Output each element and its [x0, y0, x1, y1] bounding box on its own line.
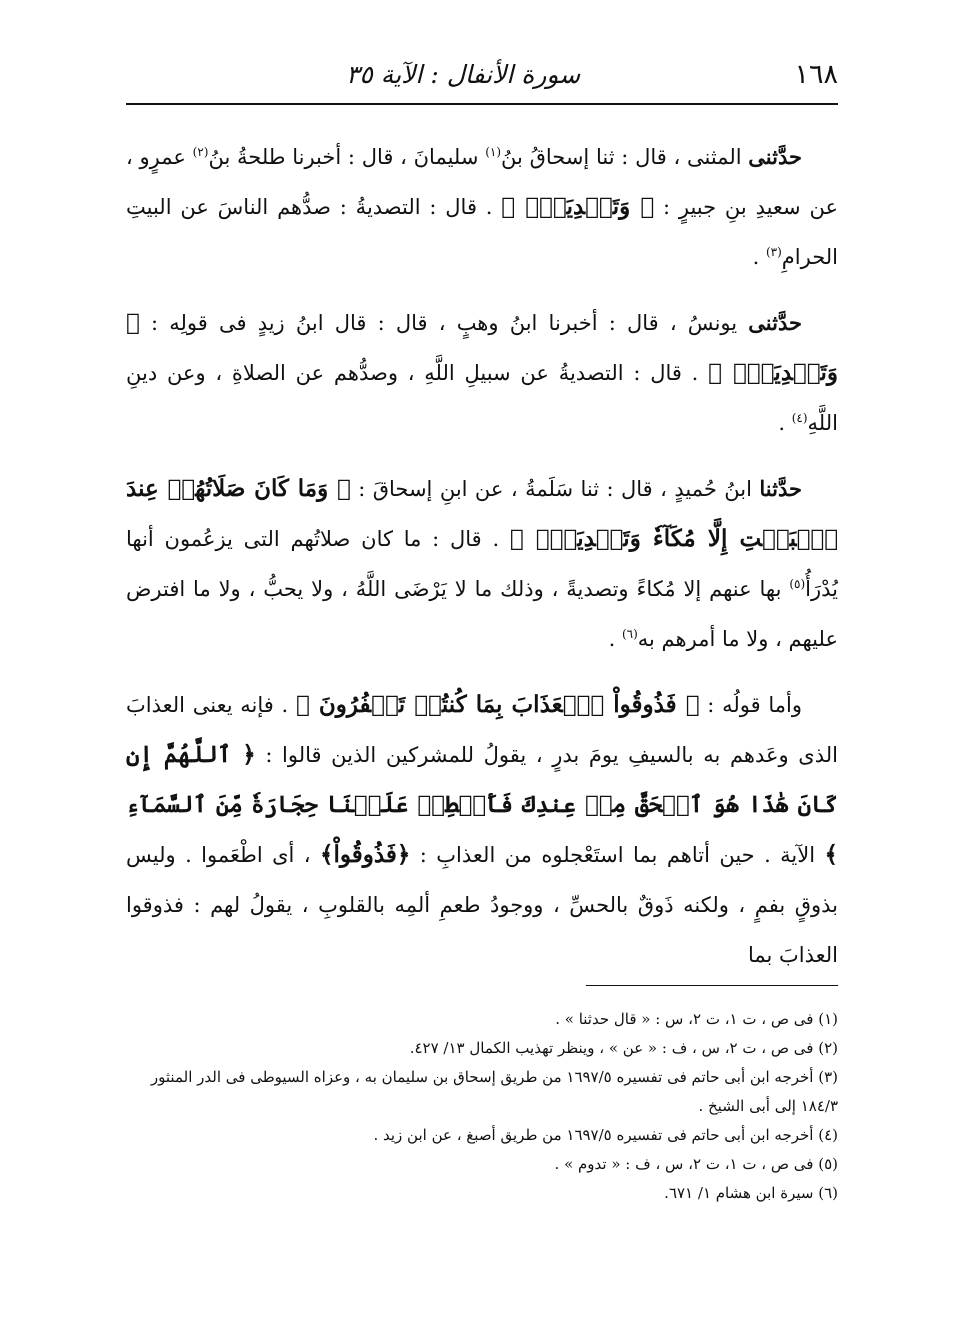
quran-verse: ﴿ فَذُوقُواْ ٱلۡعَذَابَ بِمَا كُنتُمۡ تَكۡفُرُونَ ﴾	[295, 691, 700, 718]
footnote-ref: (٥)	[789, 577, 806, 591]
text-run: المثنى ، قال : ثنا إسحاقُ بنُ	[501, 145, 749, 169]
paragraph	[126, 298, 838, 448]
text-run: ابنُ حُميدٍ ، قال : ثنا سَلَمةُ ، عن ابنِ إسحاقَ :	[350, 477, 760, 501]
text-run: بها عنهم إلا مُكاءً وتصديةً ، وذلك ما لا يَرْضَى اللَّهُ ، ولا يحبُّ ، ولا ما افترض عليهم ، ولا ما أمرهم به	[126, 577, 838, 651]
paragraph	[126, 680, 838, 980]
page-number: ١٦٨	[794, 58, 838, 90]
footnote: (٤) أخرجه ابن أبى حاتم فى تفسيره ١٦٩٧/٥ من طريق أصبغ ، عن ابن زيد .	[373, 1126, 838, 1144]
footnote: (٢) فى ص ، ت ٢، س ، ف : « عن » ، وينظر تهذيب الكمال ١٣/ ٤٢٧.	[409, 1039, 838, 1057]
quran-verse: ﴿ ٱللَّهُمَّ إِن كَانَ هَٰذَا هُوَ ٱلۡحَقَّ مِنۡ عِندِكَ فَأَمۡطِرۡ عَلَيۡنَا حِجَارَةٗ مِّنَ ٱلسَّمَآءِ ﴾	[126, 741, 838, 868]
footnote-ref: (١)	[485, 145, 502, 159]
text-run: سليمانَ ، قال : أخبرنا طلحةُ بنُ	[208, 145, 486, 169]
footnote-ref: (٢)	[192, 145, 209, 159]
footnotes	[126, 1005, 838, 1208]
footnote: (٦) سيرة ابن هشام ١/ ٦٧١.	[664, 1184, 838, 1202]
text-run: . قال : التصديةُ : صدُّهم الناسَ عن البيتِ الحرامِ	[126, 195, 838, 269]
quran-verse: ﴿ وَتَصۡدِيَةٗۚ ﴾	[501, 193, 655, 220]
paragraph	[126, 464, 838, 664]
footnote: (٥) فى ص ، ت ١، ت ٢، س ، ف : « تدوم » .	[554, 1155, 838, 1173]
isnad-lead: حدَّثنا	[759, 476, 802, 501]
text-run: . قال : ما كان صلاتُهم التى يزعُمون أنها يُدْرَأُ	[126, 527, 838, 601]
page-header	[126, 48, 838, 100]
text-run: .	[778, 411, 792, 435]
text-run: ، أى اطْعَموا . وليس بذوقٍ بفمٍ ، ولكنه ذَوقٌ بالحسِّ ، ووجودُ طعمِ ألمِه بالقلوبِ ، يقولُ لهم : فذوقوا العذابَ بما	[126, 843, 838, 967]
quran-verse: ﴿فَذُوقُواْ﴾	[319, 841, 411, 868]
header-rule	[126, 103, 838, 105]
isnad-lead: حدَّثنى	[748, 144, 802, 169]
main-text	[126, 132, 838, 996]
paragraph	[126, 132, 838, 282]
footnote-separator	[586, 985, 838, 986]
text-run: .	[752, 245, 766, 269]
quran-verse: ﴿ وَتَصۡدِيَةٗۚ ﴾	[126, 309, 839, 386]
text-run: . قال : التصديةُ عن سبيلِ اللَّهِ ، وصدُّهم عن الصلاةِ ، وعن دينِ اللَّهِ	[126, 361, 838, 435]
text-run: وأما قولُه :	[699, 693, 802, 717]
text-run: . فإنه يعنى العذابَ الذى وعَدهم به بالسيفِ يومَ بدرٍ ، يقولُ للمشركين الذين قالوا :	[126, 693, 838, 767]
text-run: .	[608, 627, 622, 651]
text-run: يونسُ ، قال : أخبرنا ابنُ وهبٍ ، قال : قال ابنُ زيدٍ فى قولِه :	[139, 311, 749, 335]
isnad-lead: حدَّثنى	[748, 310, 802, 335]
text-run: عمرٍو ، عن سعيدِ بنِ جبيرٍ :	[126, 145, 838, 219]
footnote-ref: (٦)	[621, 627, 638, 641]
footnote: (١) فى ص ، ت ١، ت ٢، س : « قال حدثنا » .	[555, 1010, 838, 1028]
running-title: سورة الأنفال : الآية ٣٥	[346, 59, 581, 89]
footnote-ref: (٤)	[791, 411, 808, 425]
footnote: (٣) أخرجه ابن أبى حاتم فى تفسيره ١٦٩٧/٥ من طريق إسحاق بن سليمان به ، وعزاه السيوطى فى الدر المنثور ١٨٤/٣ إلى أبى الشيخ .	[150, 1068, 838, 1115]
quran-verse: ﴿ وَمَا كَانَ صَلَاتُهُمۡ عِندَ ٱلۡبَيۡتِ إِلَّا مُكَآءٗ وَتَصۡدِيَةٗۚ ﴾	[126, 475, 838, 552]
footnote-ref: (٣)	[765, 245, 782, 259]
text-run: الآية . حين أتاهم بما استَعْجلوه من العذابِ :	[410, 843, 825, 867]
